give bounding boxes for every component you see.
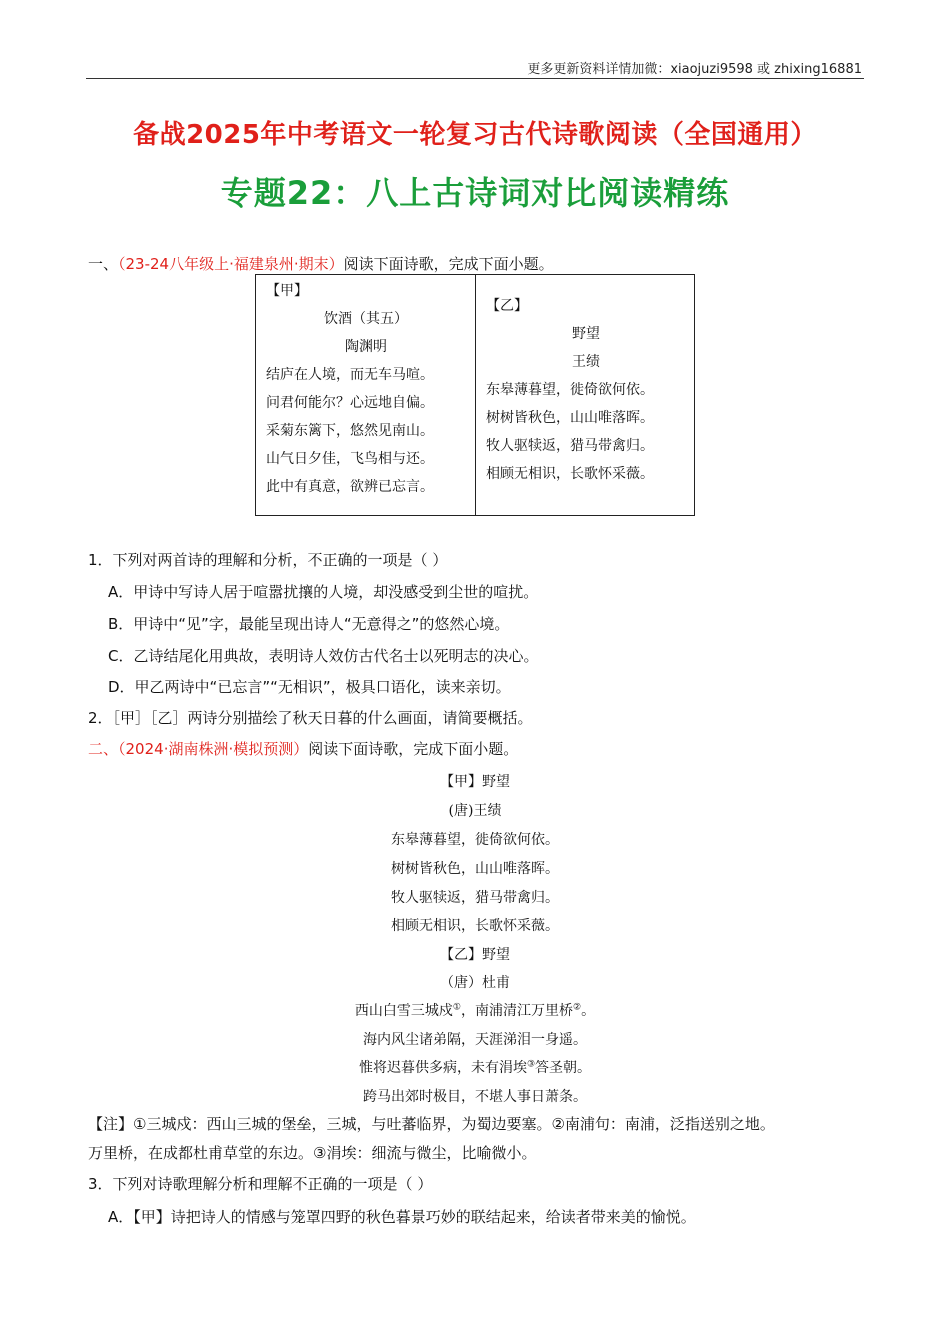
poem-line: 相顾无相识，长歌怀采薇。: [391, 918, 559, 934]
poem-jia-title: 饮酒（其五）: [324, 311, 408, 327]
document-title: 备战2025年中考语文一轮复习古代诗歌阅读（全国通用）: [133, 120, 817, 150]
section1-instruction: 阅读下面诗歌，完成下面小题。: [343, 255, 554, 273]
poem-line: 问君何能尔？心远地自偏。: [266, 395, 434, 411]
section2-instruction: 阅读下面诗歌，完成下面小题。: [308, 740, 519, 758]
footnote-marker: ②: [573, 1002, 582, 1013]
document-subtitle: 专题22：八上古诗词对比阅读精练: [220, 174, 730, 212]
poem-line: 东皋薄暮望，徙倚欲何依。: [391, 832, 559, 848]
poem-yi-tag: 【乙】: [486, 298, 528, 314]
poem-yi-cell: [486, 292, 686, 488]
question-1-option-b: B．甲诗中“见”字，最能呈现出诗人“无意得之”的悠然心境。: [108, 615, 510, 633]
header-divider: [86, 78, 864, 79]
poem-line-part: 答圣朝。: [535, 1060, 592, 1076]
poem-line: 山气日夕佳，飞鸟相与还。: [266, 451, 434, 467]
section2-source: （2024·湖南株洲·模拟预测）: [118, 740, 309, 758]
footnote-marker: ①: [452, 1002, 461, 1013]
question-1-stem: 1．下列对两首诗的理解和分析，不正确的一项是（ ）: [88, 551, 448, 569]
poem-line: 此中有真意，欲辨已忘言。: [266, 479, 434, 495]
header-contact-note: 更多更新资料详情加微：xiaojuzi9598 或 zhixing16881: [527, 62, 862, 77]
question-2-stem: 2．［甲］［乙］两诗分别描绘了秋天日暮的什么画面，请简要概括。: [88, 709, 533, 727]
poem-line: 海内风尘诸弟隔，天涯涕泪一身遥。: [363, 1032, 587, 1048]
poem-jia-tag: 【甲】: [266, 283, 308, 299]
poem2-yi-author: （唐）杜甫: [440, 975, 510, 991]
poem-line: 采菊东篱下，悠然见南山。: [266, 423, 434, 439]
table-divider: [475, 275, 476, 515]
poem-line: 结庐在人境，而无车马喧。: [266, 367, 434, 383]
section1-heading: [88, 254, 554, 274]
poem-jia-author: 陶渊明: [345, 339, 387, 355]
poem2-jia-title: 【甲】野望: [440, 774, 510, 790]
poem-line-part: ，南浦清江万里桥: [461, 1003, 573, 1019]
poem-line: 东皋薄暮望，徙倚欲何依。: [486, 382, 654, 398]
section2-heading: [88, 739, 518, 759]
question-1-option-a: A．甲诗中写诗人居于喧嚣扰攘的人境，却没感受到尘世的喧扰。: [108, 583, 539, 601]
poem-line: 树树皆秋色，山山唯落晖。: [486, 410, 654, 426]
poem-line: 牧人驱犊返，猎马带禽归。: [391, 890, 559, 906]
poem2-yi-title: 【乙】野望: [440, 947, 510, 963]
footnote-marker: ③: [526, 1059, 536, 1070]
poem-line: 树树皆秋色，山山唯落晖。: [391, 861, 559, 877]
question-1-option-c: C．乙诗结尾化用典故，表明诗人效仿古代名士以死明志的决心。: [108, 647, 539, 665]
question-1-option-d: D．甲乙两诗中“已忘言”“无相识”，极具口语化，读来亲切。: [108, 678, 511, 696]
poem-jia-cell: [266, 277, 466, 501]
annotation-note-line-1: 【注】①三城戍：西山三城的堡垒，三城，与吐蕃临界，为蜀边要塞。②南浦句：南浦，泛指送别之地。: [88, 1115, 775, 1133]
poem-line-part: 西山白雪三城戍: [354, 1003, 453, 1019]
poem-yi-author: 王绩: [572, 354, 600, 370]
poem-line: [0, 1000, 950, 1020]
poem-line: 跨马出郊时极目，不堪人事日萧条。: [363, 1089, 587, 1105]
question-3-option-a: A．【甲】诗把诗人的情感与笼罩四野的秋色暮景巧妙的联结起来，给读者带来美的愉悦。: [108, 1208, 696, 1226]
poem2-jia-author: (唐)王绩: [448, 803, 502, 819]
section1-source: （23-24八年级上·福建泉州·期末）: [118, 255, 344, 273]
poem-line: [0, 1057, 950, 1077]
section1-number: 一、: [88, 255, 119, 273]
annotation-note-line-2: 万里桥，在成都杜甫草堂的东边。③涓埃：细流与微尘，比喻微小。: [88, 1144, 537, 1162]
poem-comparison-table: [255, 274, 695, 516]
poem-line: 牧人驱犊返，猎马带禽归。: [486, 438, 654, 454]
question-3-stem: 3．下列对诗歌理解分析和理解不正确的一项是（ ）: [88, 1175, 433, 1193]
poem-line: 相顾无相识，长歌怀采薇。: [486, 466, 654, 482]
poem-line-part: 。: [581, 1003, 596, 1019]
poem-yi-title: 野望: [572, 326, 600, 342]
section2-number: 二、: [88, 740, 119, 758]
poem-line-part: 惟将迟暮供多病，未有涓埃: [358, 1060, 527, 1076]
